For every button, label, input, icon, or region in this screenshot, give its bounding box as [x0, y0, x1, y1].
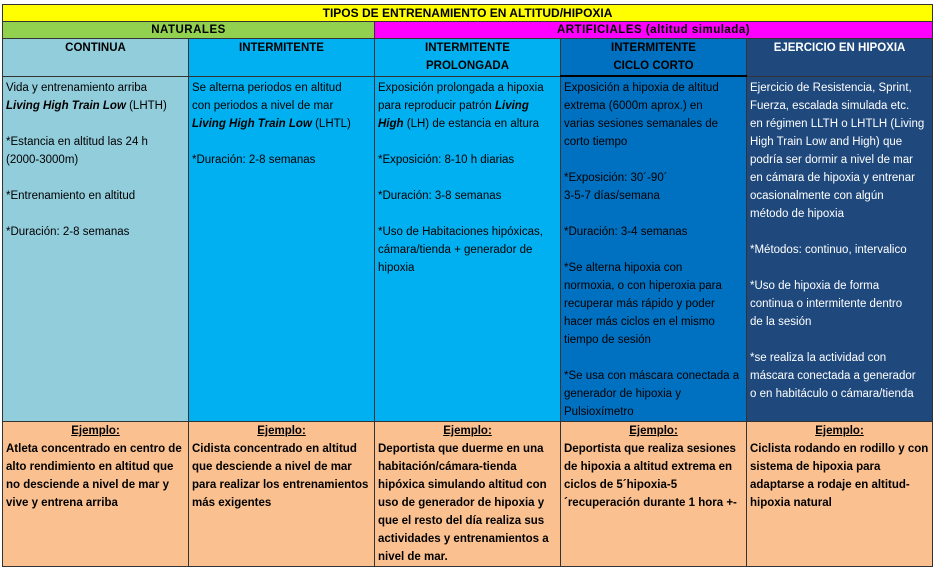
prolongada-line [378, 97, 558, 115]
header-ejercicio-label: EJERCICIO EN HIPOXIA [773, 42, 906, 54]
prolongada-line: *Duración: 3-8 semanas [378, 189, 502, 202]
intermitente-line: con periodos a nivel de mar [192, 99, 334, 112]
ejercicio-line: Fuerza, escalada simulada etc. [750, 99, 910, 112]
example-intermitente [189, 422, 375, 567]
continua-italic: Living High Train Low [6, 99, 126, 112]
ejercicio-line: *Métodos: continuo, intervalico [750, 243, 907, 256]
intermitente-line: Se alterna periodos en altitud [192, 81, 342, 94]
prolongada-line: *Exposición: 8-10 h diarias [378, 153, 515, 166]
ejercicio-line: o en habitáculo o cámara/tienda [750, 387, 914, 400]
intermitente-italic: Living High Train Low [192, 117, 312, 130]
example-ciclo-corto [561, 422, 747, 567]
ciclo-line: extrema (6000m aprox.) en [564, 100, 703, 112]
continua-line: (2000-3000m) [6, 153, 79, 166]
ciclo-line: *Se alterna hipoxia con [564, 262, 683, 274]
example-label: Ejemplo: [71, 425, 120, 437]
continua-line: *Entrenamiento en altitud [6, 189, 136, 202]
header-ejercicio-hipoxia [747, 39, 933, 77]
header-prolongada-line1: INTERMITENTE [425, 42, 510, 54]
prolongada-text: (LH) de estancia en altura [403, 117, 540, 130]
continua-line: *Estancia en altitud las 24 h [6, 135, 148, 148]
ejercicio-line: Ejercicio de Resistencia, Sprint, [750, 81, 912, 94]
ciclo-line: Pulsioxímetro [564, 406, 634, 418]
header-intermitente [189, 39, 375, 77]
ciclo-line: corto tiempo [564, 136, 628, 148]
group-naturales: NATURALES [3, 22, 375, 39]
ejercicio-line: High Train Low and High) que [750, 135, 903, 148]
ejercicio-line: máscara conectada a generador [750, 369, 916, 382]
prolongada-line [378, 115, 558, 133]
ciclo-line: generador de hipoxia y [564, 388, 681, 400]
ejercicio-line: podría ser dormir a nivel de mar [750, 153, 913, 166]
intermitente-line: *Duración: 2-8 semanas [192, 153, 316, 166]
prolongada-line: cámara/tienda + generador de [378, 243, 533, 256]
ciclo-line: *Duración: 3-4 semanas [564, 226, 688, 238]
ejercicio-line: en régimen LLTH o LHTLH (Living [750, 117, 925, 130]
cell-intermitente [189, 76, 375, 422]
example-prolongada [375, 422, 561, 567]
example-continua [3, 422, 189, 567]
ejercicio-line: continua o intermitente dentro [750, 297, 903, 310]
example-label: Ejemplo: [257, 425, 306, 437]
group-artificiales: ARTIFICIALES (altitud simulada) [375, 22, 933, 39]
ejercicio-line: *Uso de hipoxia de forma [750, 279, 880, 292]
ciclo-line: normoxia, o con hiperoxia para [564, 280, 722, 292]
example-text: Atleta concentrado en centro de alto rendimiento en altitud que no desciende a nivel de mar y vive y entrena arriba [6, 443, 182, 509]
ciclo-line: *Exposición: 30´-90´ [564, 172, 668, 184]
continua-abbr: (LHTH) [125, 99, 167, 112]
prolongada-line: hipoxia [378, 261, 415, 274]
header-intermitente-prolongada [375, 39, 561, 77]
continua-line: *Duración: 2-8 semanas [6, 225, 130, 238]
header-ciclo-line1: INTERMITENTE [611, 42, 696, 54]
header-ciclo-line2: CICLO CORTO [613, 60, 694, 72]
example-label: Ejemplo: [815, 425, 864, 437]
intermitente-line [192, 115, 372, 133]
prolongada-line: Exposición prolongada a hipoxia [378, 81, 544, 94]
cell-continua [3, 76, 189, 422]
ejercicio-line: de la sesión [750, 315, 812, 328]
header-intermitente-label: INTERMITENTE [239, 42, 324, 54]
example-label: Ejemplo: [629, 425, 678, 437]
ciclo-line: varias sesiones semanales de [564, 118, 719, 130]
example-ejercicio [747, 422, 933, 567]
cell-prolongada [375, 76, 561, 422]
intermitente-abbr: (LHTL) [311, 117, 351, 130]
prolongada-italic: Living [494, 99, 529, 112]
ciclo-line: 3-5-7 días/semana [564, 190, 660, 202]
altitude-training-table [2, 4, 933, 567]
example-text: Deportista que duerme en una habitación/cámara-tienda hipóxica simulando altitud con uso de generador de hipoxia y que el resto del día realiza sus actividades y entrenamientos a nivel de mar. [378, 443, 549, 563]
table-title: TIPOS DE ENTRENAMIENTO EN ALTITUD/HIPOXIA [3, 5, 933, 22]
ejercicio-line: ocasionalmente con algún [750, 189, 884, 202]
example-label: Ejemplo: [443, 425, 492, 437]
continua-line: Vida y entrenamiento arriba [6, 81, 148, 94]
ejercicio-line: método de hipoxia [750, 207, 844, 220]
prolongada-text: para reproducir patrón [378, 99, 495, 112]
cell-ciclo-corto [561, 76, 747, 422]
ciclo-line: Exposición a hipoxia de altitud [564, 82, 719, 94]
ciclo-line: tiempo de sesión [564, 334, 651, 346]
ciclo-line: *Se usa con máscara conectada a [564, 370, 740, 382]
example-text: Deportista que realiza sesiones de hipoxia a altitud extrema en ciclos de 5´hipoxia-5´recuperación durante 1 hora +- [564, 443, 737, 509]
ciclo-line: hacer más ciclos en el mismo [564, 316, 715, 328]
ejercicio-line: en cámara de hipoxia y entrenar [750, 171, 915, 184]
ciclo-line: recuperar más rápido y poder [564, 298, 715, 310]
header-continua-label: CONTINUA [65, 42, 126, 54]
header-continua [3, 39, 189, 77]
example-text: Cidista concentrado en altitud que desciende a nivel de mar para realizar los entrenamientos más exigentes [192, 443, 369, 509]
continua-line [6, 97, 186, 115]
prolongada-line: *Uso de Habitaciones hipóxicas, [378, 225, 543, 238]
prolongada-italic: High [378, 117, 404, 130]
header-intermitente-ciclo-corto [561, 39, 747, 77]
cell-ejercicio [747, 76, 933, 422]
header-prolongada-line2: PROLONGADA [425, 60, 510, 72]
example-text: Ciclista rodando en rodillo y con sistema de hipoxia para adaptarse a rodaje en altitud-hipoxia natural [750, 443, 929, 509]
ejercicio-line: *se realiza la actividad con [750, 351, 887, 364]
